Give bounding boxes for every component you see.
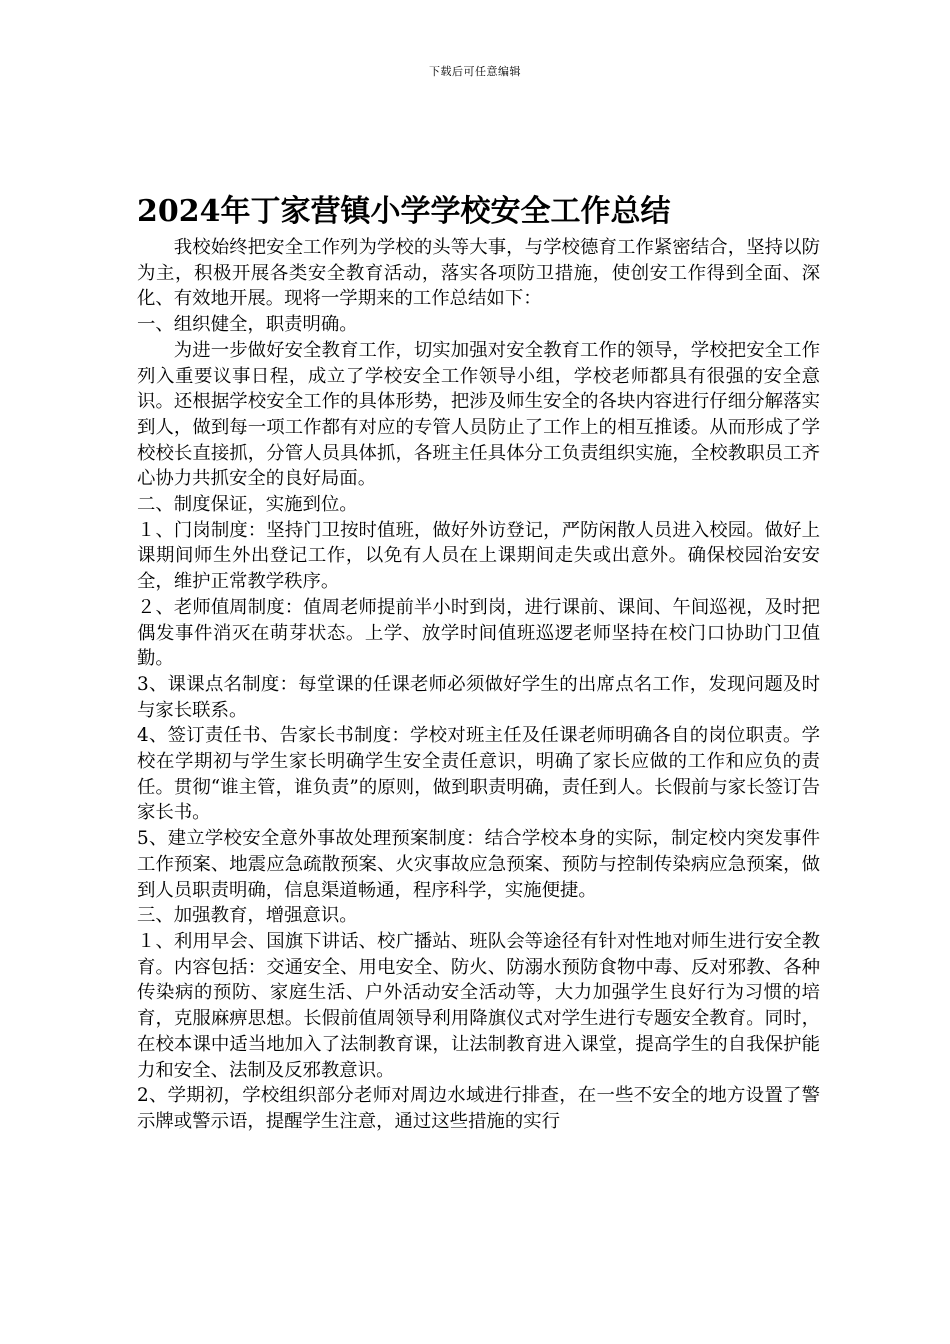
header-note: 下载后可任意编辑 (429, 65, 521, 78)
list-item-responsibility: 4、签订责任书、告家长书制度：学校对班主任及任课老师明确各自的岗位职责。学校在学期初与学生家长明确学生安全责任意识，明确了家长应做的工作和应负的责任。贯彻“谁主管，谁负责”的原则，做到职责明确，责任到人。长假前与家长签订告家长书。 (137, 725, 820, 824)
list-item-emergency-plan: 5、建立学校安全意外事故处理预案制度：结合学校本身的实际，制定校内突发事件工作预案、地震应急疏散预案、火灾事故应急预案、预防与控制传染病应急预案，做到人员职责明确，信息渠道畅通，程序科学，实施便捷。 (137, 828, 820, 901)
document-title: 2024年丁家营镇小学学校安全工作总结 (137, 194, 671, 229)
paragraph-organization: 为进一步做好安全教育工作，切实加强对安全教育工作的领导，学校把安全工作列入重要议事日程，成立了学校安全工作领导小组，学校老师都具有很强的安全意识。还根据学校安全工作的具体形势，把涉及师生安全的各块内容进行仔细分解落实到人，做到每一项工作都有对应的专管人员防止了工作上的相互推诿。从而形成了学校校长直接抓，分管人员具体抓，各班主任具体分工负责组织实施，全校教职员工齐心协力共抓安全的良好局面。 (137, 339, 820, 490)
section-heading-1: 一、组织健全，职责明确。 (137, 314, 358, 336)
list-item-roll-call: 3、课课点名制度：每堂课的任课老师必须做好学生的出席点名工作，发现问题及时与家长联系。 (137, 673, 820, 721)
list-item-teacher-duty: ２、老师值周制度：值周老师提前半小时到岗，进行课前、课间、午间巡视，及时把偶发事件消灭在萌芽状态。上学、放学时间值班巡逻老师坚持在校门口协助门卫值勤。 (137, 596, 820, 670)
document-body (137, 235, 820, 1135)
list-item-water-inspection: 2、学期初，学校组织部分老师对周边水域进行排查，在一些不安全的地方设置了警示牌或警示语，提醒学生注意，通过这些措施的实行 (137, 1085, 820, 1132)
paragraph-intro: 我校始终把安全工作列为学校的头等大事，与学校德育工作紧密结合，坚持以防为主，积极开展各类安全教育活动，落实各项防卫措施，使创安工作得到全面、深化、有效地开展。现将一学期来的工作总结如下： (137, 237, 820, 310)
section-heading-3: 三、加强教育，增强意识。 (137, 905, 358, 927)
section-heading-2: 二、制度保证，实施到位。 (137, 494, 358, 516)
list-item-gate-duty: １、门岗制度：坚持门卫按时值班，做好外访登记，严防闲散人员进入校园。做好上课期间师生外出登记工作，以免有人员在上课期间走失或出意外。确保校园治安安全，维护正常教学秩序。 (137, 519, 820, 593)
list-item-safety-education: １、利用早会、国旗下讲话、校广播站、班队会等途径有针对性地对师生进行安全教育。内容包括：交通安全、用电安全、防火、防溺水预防食物中毒、反对邪教、各种传染病的预防、家庭生活、户外活动安全活动等，大力加强学生良好行为习惯的培育，克服麻痹思想。长假前值周领导利用降旗仪式对学生进行专题安全教育。同时，在校本课中适当地加入了法制教育课，让法制教育进入课堂，提高学生的自我保护能力和安全、法制及反邪教意识。 (137, 930, 820, 1081)
